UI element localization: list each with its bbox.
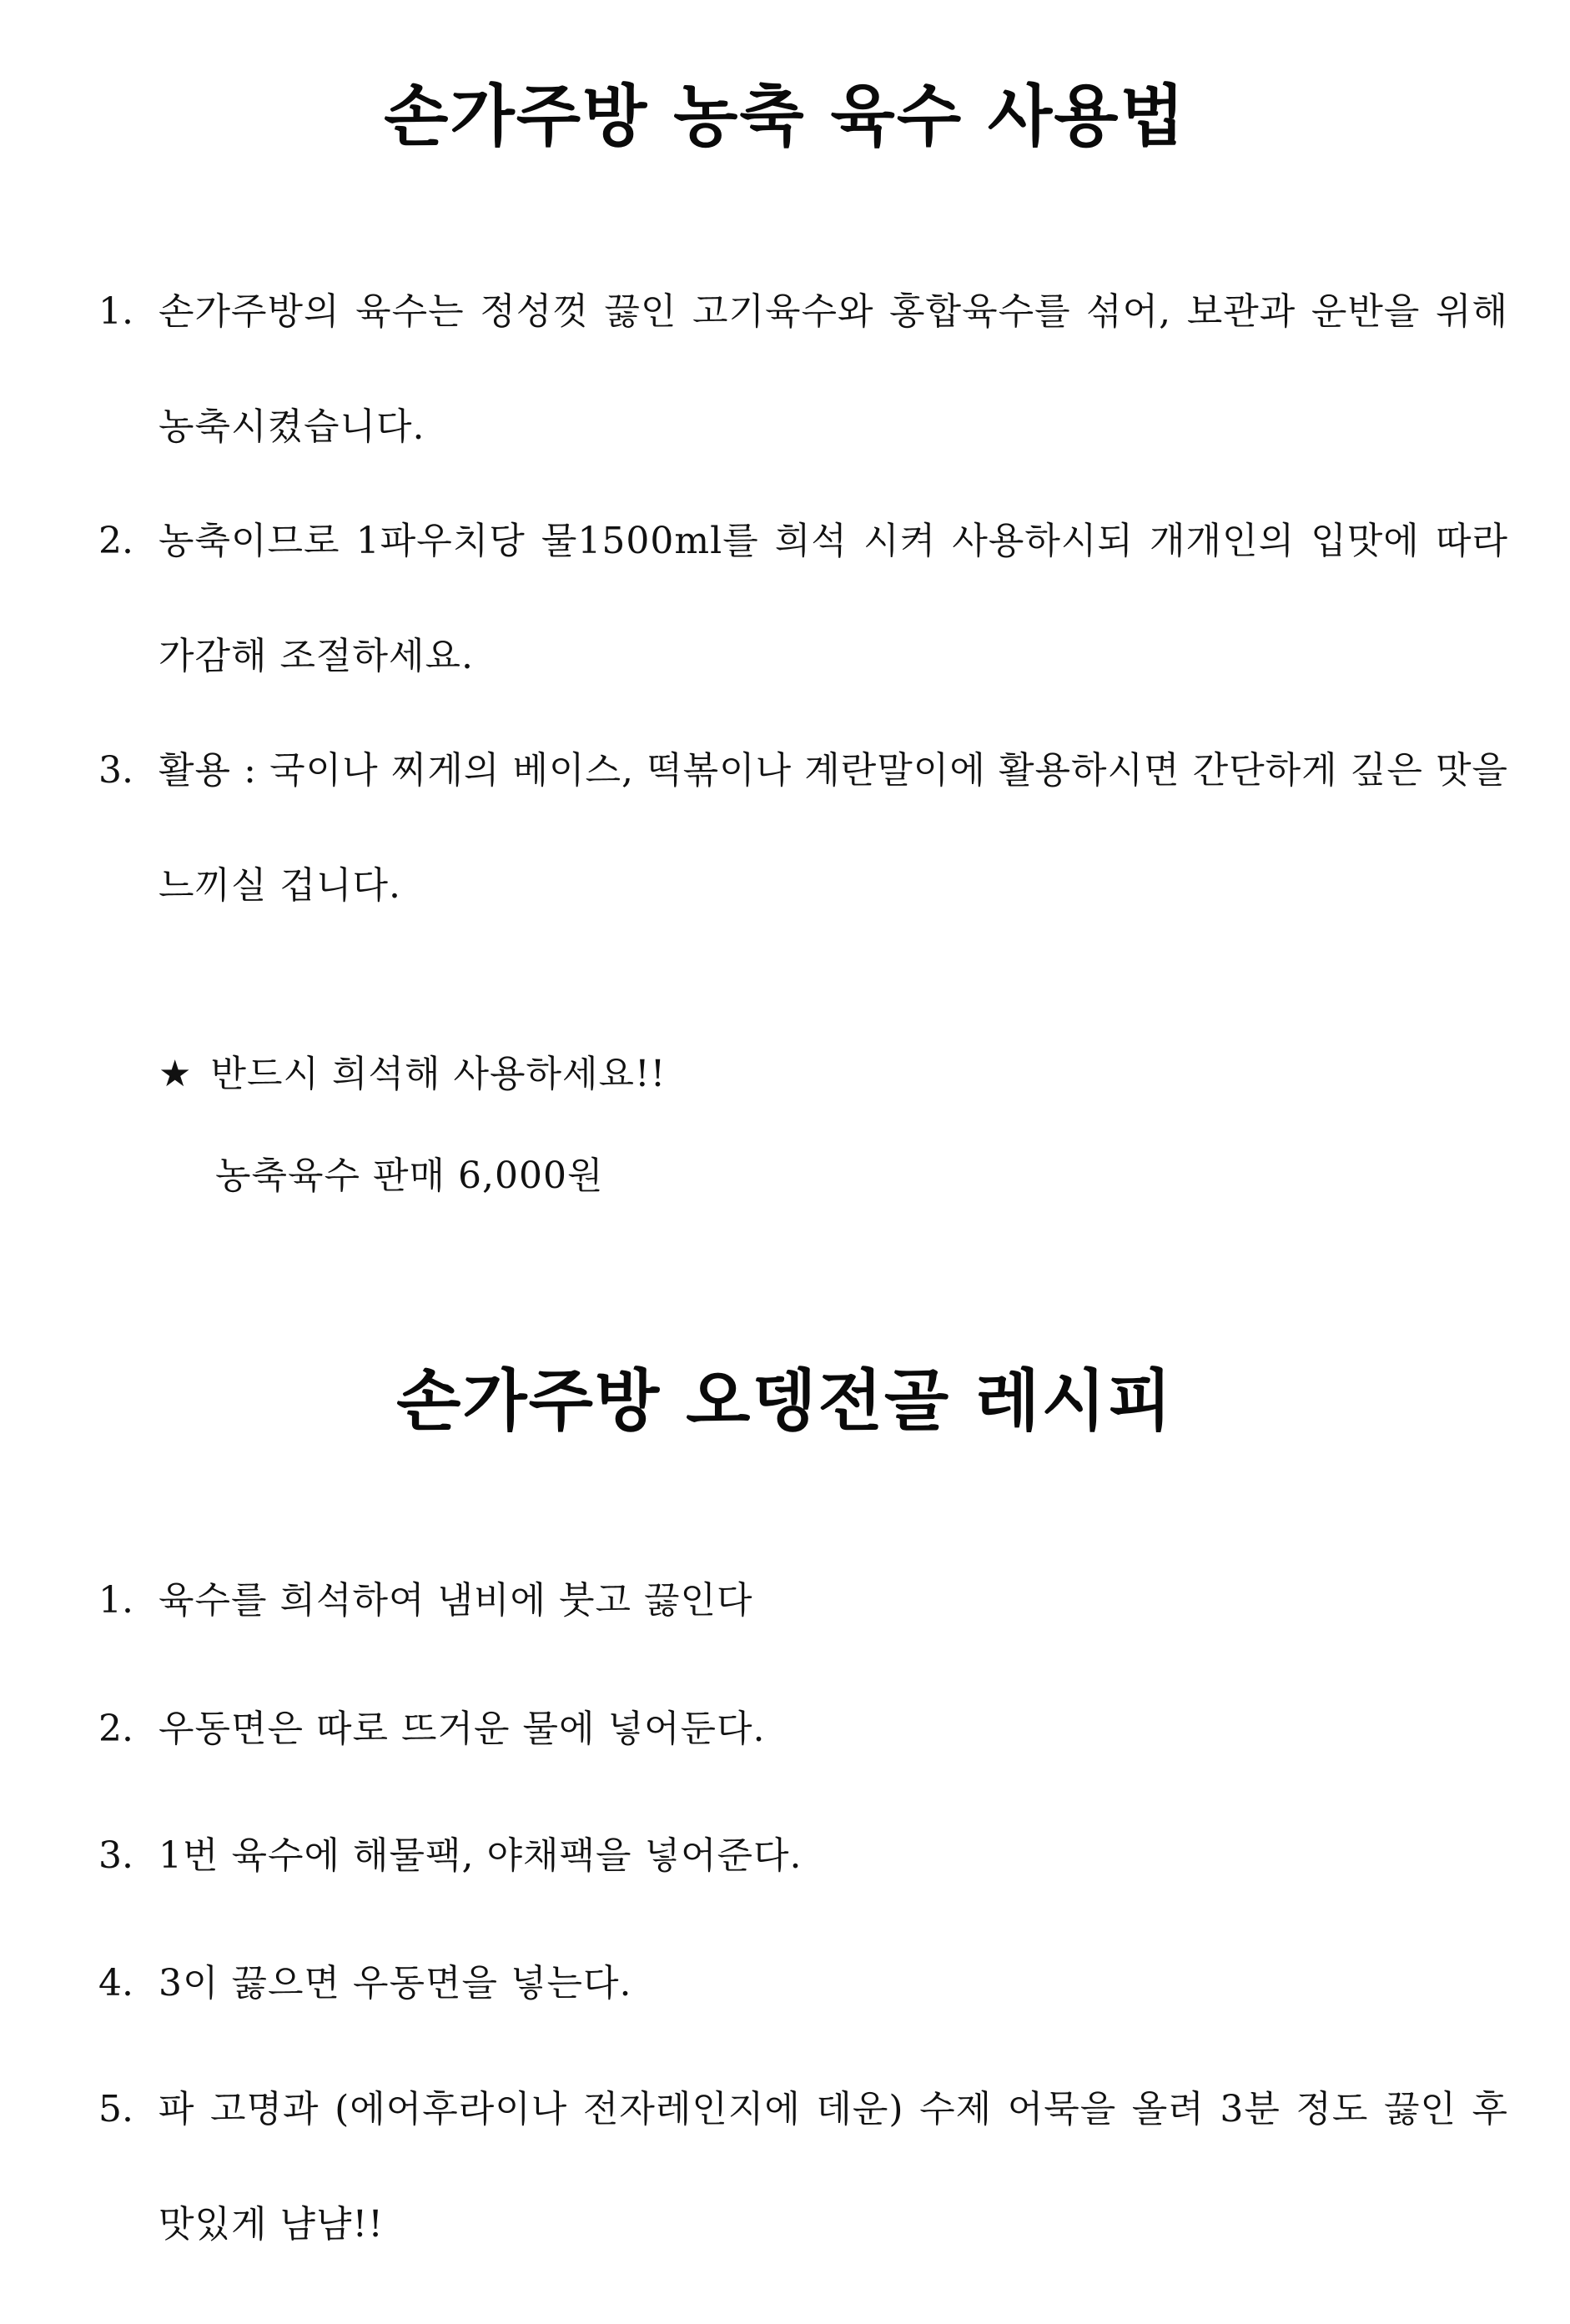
step-number: 5.	[98, 2088, 133, 2130]
step-number: 4.	[98, 1962, 133, 2005]
list-text: 활용 : 국이나 찌게의 베이스, 떡볶이나 계란말이에 활용하시면 간단하게 깊은 맛을 느끼실 겁니다.	[159, 749, 1508, 907]
dilution-warning	[159, 1049, 666, 1099]
step-number: 1.	[98, 1579, 133, 1622]
recipe-section	[0, 1268, 1570, 2324]
star-icon: ★	[159, 1053, 193, 1095]
usage-title: 손가주방 농축 육수 사용법	[384, 78, 1186, 155]
list-text: 농축이므로 1파우치당 물1500ml를 희석 시켜 사용하시되 개개인의 입맛에 따라 가감해 조절하세요.	[159, 520, 1508, 677]
list-number: 3.	[98, 749, 133, 792]
step-number: 2.	[98, 1708, 133, 1750]
recipe-title: 손가주방 오뎅전골 레시피	[396, 1362, 1174, 1440]
step-number: 3.	[98, 1834, 133, 1877]
price-note: 농축육수 판매 6,000원	[215, 1154, 604, 1197]
list-number: 1.	[98, 290, 133, 333]
list-number: 2.	[98, 520, 133, 562]
step-text: 우동면은 따로 뜨거운 물에 넣어둔다.	[159, 1708, 766, 1750]
step-text: 3이 끓으면 우동면을 넣는다.	[159, 1962, 632, 2005]
step-text: 1번 육수에 해물팩, 야채팩을 넣어준다.	[159, 1834, 803, 1877]
list-text: 손가주방의 육수는 정성껏 끓인 고기육수와 홍합육수를 섞어, 보관과 운반을 위해 농축시켰습니다.	[159, 290, 1508, 448]
warning-text: 반드시 희석해 사용하세요!!	[210, 1053, 667, 1095]
step-text: 육수를 희석하여 냄비에 붓고 끓인다	[159, 1579, 753, 1622]
step-text: 파 고명과 (에어후라이나 전자레인지에 데운) 수제 어묵을 올려 3분 정도 끓인 후 맛있게 냠냠!!	[159, 2088, 1509, 2246]
